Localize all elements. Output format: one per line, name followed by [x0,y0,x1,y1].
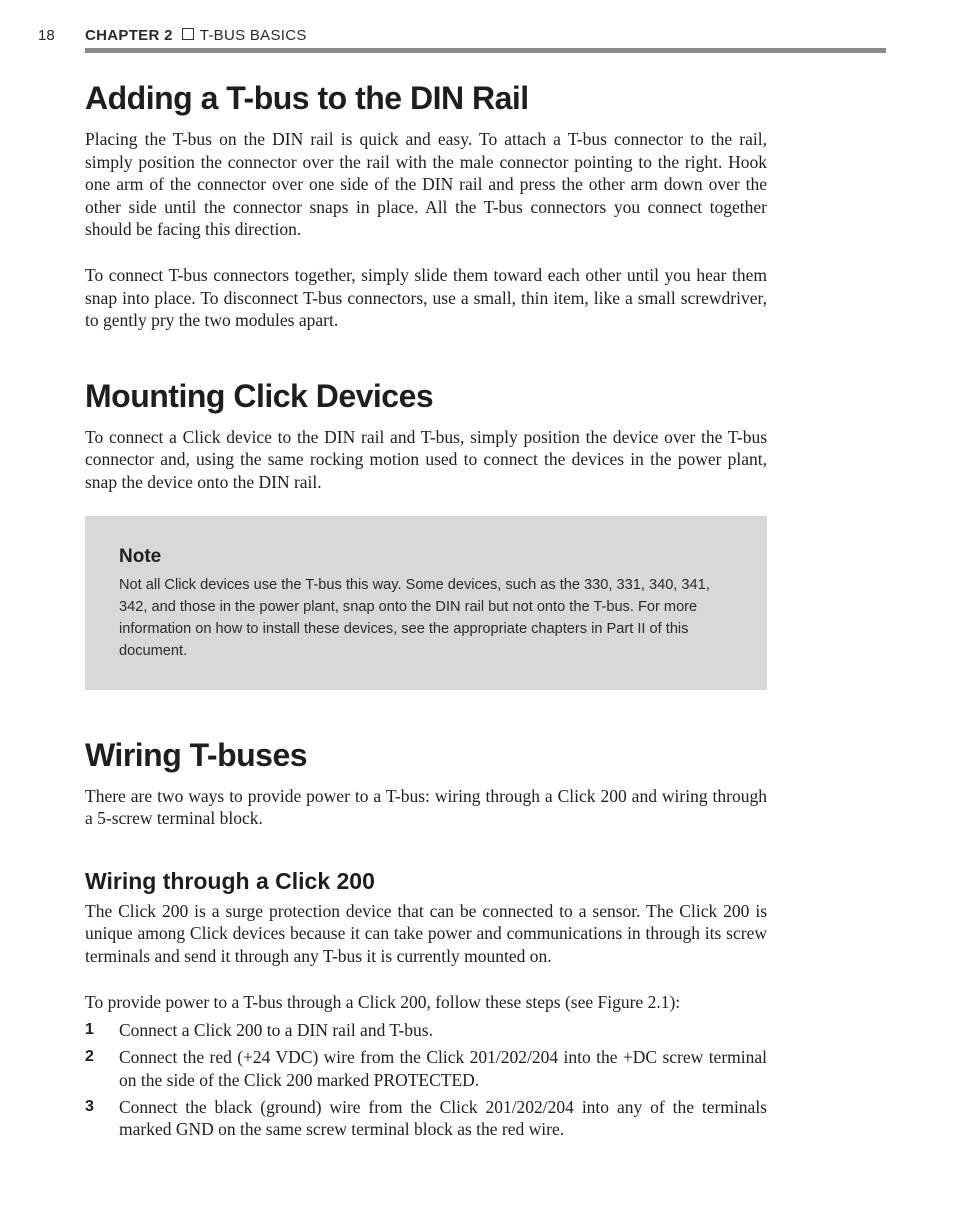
section-label: T-BUS BASICS [199,27,307,44]
note-title: Note [119,545,162,567]
note-box [85,516,767,690]
paragraph-mounting-click: To connect a Click device to the DIN rail and T-bus, simply position the device over the T-bus connector and, using the same rocking motion used to connect the devices in the power plant, snap the device onto the DIN rail. [85,426,767,492]
list-item [85,1046,767,1091]
heading-adding-tbus: Adding a T-bus to the DIN Rail [85,80,529,116]
page-content [85,78,767,1146]
note-body: Not all Click devices use the T-bus this way. Some devices, such as the 330, 331, 340, 341, 342, and those in the power plant, snap onto the DIN rail but not onto the T-bus. For more information on how to install these devices, see the appropriate chapters in Part II of this document. [119,576,710,659]
paragraph-connect-tbus: To connect T-bus connectors together, simply slide them toward each other until you hear them snap into place. To disconnect T-bus connectors, use a small, thin item, like a small screwdriver, to gently pry the two modules apart. [85,264,767,331]
step-text: Connect the black (ground) wire from the Click 201/202/204 into any of the terminals marked GND on the same screw terminal block as the red wire. [119,1096,767,1140]
step-number: 1 [85,1021,94,1039]
heading-wiring-click200: Wiring through a Click 200 [85,867,375,894]
paragraph-placing-tbus: Placing the T-bus on the DIN rail is quick and easy. To attach a T-bus connector to the rail, simply position the connector over the rail with the male connector pointing to the right. Hook one arm of the connector over one side of the DIN rail and press the other arm down over the other side until the connector snaps in place. All the T-bus connectors you connect together should be facing this direction. [85,129,767,240]
list-item [85,1096,767,1141]
list-item [85,1019,767,1042]
step-text: Connect the red (+24 VDC) wire from the Click 201/202/204 into the +DC screw terminal on the side of the Click 200 marked PROTECTED. [119,1047,767,1090]
paragraph-steps-intro: To provide power to a T-bus through a Click 200, follow these steps (see Figure 2.1): [85,991,681,1012]
running-head [85,27,307,44]
page-number: 18 [38,27,55,44]
step-number: 3 [85,1097,94,1115]
header-rule [85,48,886,53]
chapter-label: CHAPTER 2 [85,27,173,44]
steps-list [85,1019,767,1141]
step-text: Connect a Click 200 to a DIN rail and T-bus. [119,1020,433,1041]
separator-box-icon [182,28,194,40]
step-number: 2 [85,1048,94,1066]
paragraph-click200-desc: The Click 200 is a surge protection device that can be connected to a sensor. The Click 200 is unique among Click devices because it can take power and communications in through its screw terminals and send it through any T-bus it is currently mounted on. [85,900,767,966]
paragraph-wiring-ways: There are two ways to provide power to a T-bus: wiring through a Click 200 and wiring through a 5-screw terminal block. [85,785,767,829]
heading-mounting-click: Mounting Click Devices [85,377,434,414]
page-header [0,25,954,47]
heading-wiring-tbuses: Wiring T-buses [85,736,308,773]
